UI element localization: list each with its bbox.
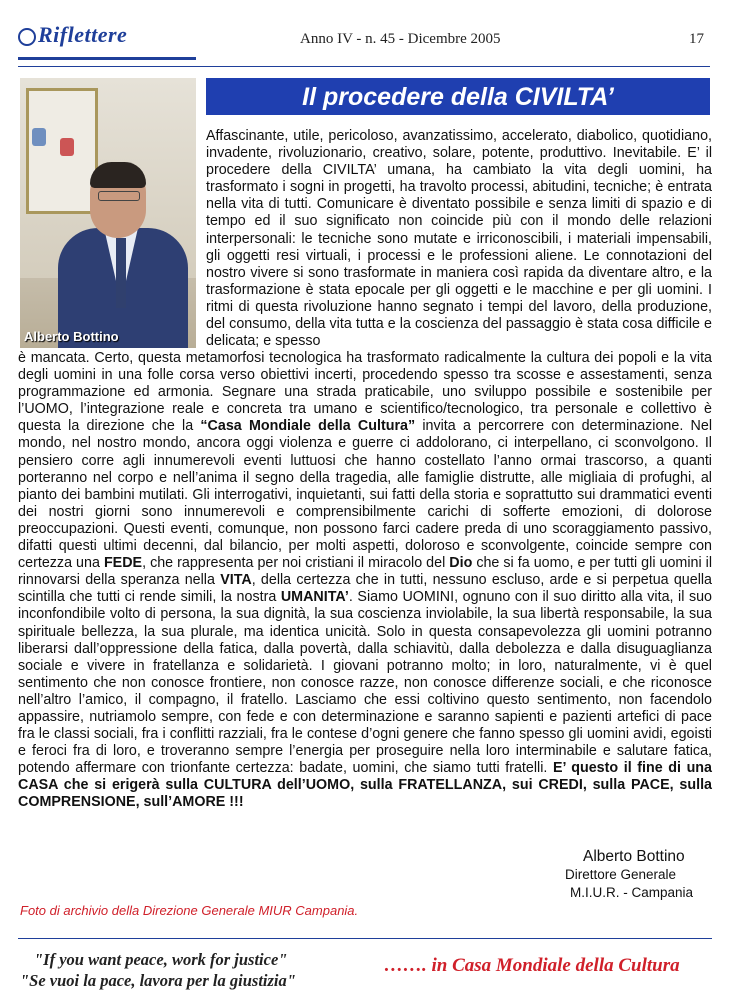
dio-emphasis: Dio — [449, 555, 473, 572]
signature-role: Direttore Generale — [565, 867, 677, 882]
vita-emphasis: VITA — [220, 572, 252, 589]
footer-quote-italian: "Se vuoi la pace, lavora per la giustizia" — [20, 971, 296, 990]
text-run: che si fa uomo, e per tutti gli uomini il rinnovarsi della speranza nella — [18, 555, 713, 589]
photo-tie — [116, 238, 126, 308]
photo-credit: Foto di archivio della Direzione Generale MIUR Campania. — [20, 903, 359, 918]
closing-emphasis: E’ questo il fine di una CASA che si erigerà sulla CULTURA dell’UOMO, sulla FRATELLANZA, sui CREDI, sulla PACE, sulla COMPRENSIONE, sull’AMORE !!! — [18, 760, 712, 811]
casa-mondiale-emphasis: “Casa Mondiale della Cultura” — [200, 418, 416, 435]
photo-crest-icon — [60, 138, 74, 156]
umanita-emphasis: UMANITA’ — [280, 589, 349, 606]
signature-organization: M.I.U.R. - Campania — [570, 885, 694, 900]
header-divider — [18, 66, 710, 67]
text-run: . Siamo UOMINI, ognuno con il suo diritto alla vita, il suo inconfondibile volto di persona, la sua dignità, la sua coscienza inviolabile, la sua libertà responsabile, la sua spirituale bellezza, la sua plurale, ma identica unicità. Solo in questa consapevolezza gli uomini potranno liberarsi dall’oppressione della fatica, dalla povertà, dalla schiavitù, dalla debolezza e dalla disuguaglianza sociale e vivere in fratellanza e solidarietà. I giovani potranno molto; in loro, naturalmente, vi è quel sentimento che non conosce frontiere, non conosce razze, non conosce differenze sociali, e che riconosce nell’altro l’amico, il compagno, il fratello. Lasciamo che essi coltivino questo sentimento, non facendolo appassire, nutriamolo sempre, con fede e con determinazione e saranno sapienti e pazienti artefici di pace fra le classi sociali, fra i conflitti razziali, fra le contese d’ogni genere che fanno spesso gli uomini avidi, egoisti e feroci fra di loro, e troveranno sempre l’energia per proseguire nella loro interminabile e salutare fatica, potendo affermare con trionfante certezza: badate, uomini, che siamo tutti fratelli. — [18, 589, 712, 777]
footer-divider — [18, 938, 712, 939]
footer-quote-english: "If you want peace, work for justice" — [34, 950, 288, 969]
photo-caption: Alberto Bottino — [24, 329, 119, 344]
masthead-underline — [18, 57, 196, 60]
footer-slogan: ……. in Casa Mondiale della Cultura — [384, 955, 680, 976]
article-paragraph — [18, 350, 712, 812]
text-run: invita a percorrere con determinazione. Nel mondo, nel nostro mondo, ancora oggi violenza e guerre ci addolorano, ci interpellano, ci sconvolgono. Il pensiero corre agli innumerevoli eventi luttuosi che hanno costellato l’anno ormai trascorso, a quanti porteranno nel corpo e nell’anima il segno della tragedia, alle famiglie distrutte, alle migliaia di profughi, al pianto dei bambini mutilati. Gli interrogativi, inquietanti, sui fatti della storia e soprattutto sui drammatici eventi dei nostri giorni sono innumerevoli e comprensibilmente carichi di sofferte emozioni, di dolorose preoccupazioni. Questi eventi, comunque, non possono farci cadere preda di uno scoraggiamento passivo, difatti questi ultimi decenni, dal bilancio, per molti aspetti, doloroso e sconvolgente, coincide sempre con certezza una — [18, 418, 712, 572]
photo-glasses — [98, 191, 140, 201]
fede-emphasis: FEDE — [103, 555, 143, 572]
article-title: Il procedere della CIVILTA’ — [302, 83, 614, 111]
article-paragraph: Affascinante, utile, pericoloso, avanzatissimo, accelerato, diabolico, quotidiano, invadente, rivoluzionario, creativo, solare, potente, produttivo. Inevitabile. E’ il procedere della CIVILTA’ umana, ha cambiato la vita degli uomini, ha trasformato i sogni in progetti, ha travolto processi, abitudini, tecniche; è entrata nella vita di tutti. Comunicare è diventato possibile e senza limiti di spazio e di tempo ed il suo significato non coincide più con il mondo delle relazioni interpersonali: le tecniche sono mutate e irriconoscibili, i materiali impensabili, gli oggetti resi virtuali, i processi e le professioni aliene. Le connotazioni del nostro vivere si sono trasformate in maniera così rapida da diventare altro, e la trasformazione è stata epocale per gli oggetti e le macchine e per gli uomini. I ritmi di questa rivoluzione hanno segnato i tempi del lavoro, della produzione, del consumo, della vita tutta e la coscienza del passaggio è stata cosa difficile e delicata; e spesso — [206, 128, 712, 350]
author-photo — [20, 78, 196, 348]
photo-crest-icon — [32, 128, 46, 146]
masthead-title: Riflettere — [38, 22, 128, 47]
article-intro-column — [206, 128, 712, 350]
page-number: 17 — [689, 31, 704, 47]
article-body — [18, 350, 712, 812]
text-run: , che rappresenta per noi cristiani il miracolo del — [142, 555, 450, 572]
signature-name: Alberto Bottino — [583, 848, 685, 865]
text-run: è mancata. Certo, questa metamorfosi tecnologica ha trasformato radicalmente la cultura dei popoli e la vita degli uomini in una folle corsa verso obiettivi incerti, procedendo spesso tra scosse e assestamenti, senza programmazione ed armonia. Segnare una strada praticabile, uno sviluppo possibile e sostenibile per l’UOMO, l’integrazione reale e concreta tra umano e scientifico/tecnologico, tra personale e collettivo è questa la direzione che la — [18, 350, 712, 435]
masthead-logo — [18, 22, 127, 48]
logo-ring-icon — [18, 28, 36, 46]
photo-hair — [90, 162, 146, 188]
issue-info: Anno IV - n. 45 - Dicembre 2005 — [300, 31, 501, 47]
text-run: , della certezza che in tutti, nessuno escluso, arde e si perpetua quella scintilla che tutti ci rende simili, la nostra — [18, 572, 713, 606]
